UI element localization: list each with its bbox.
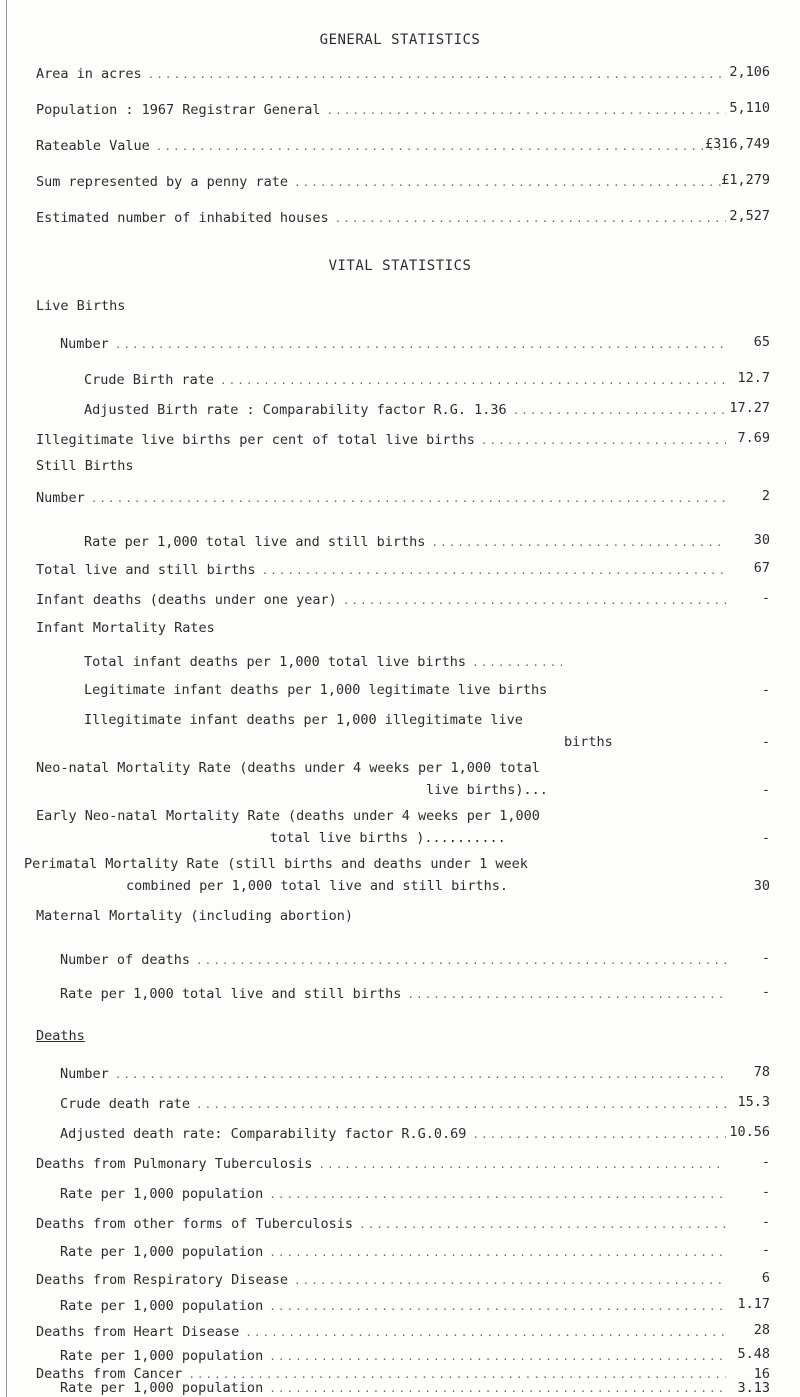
crude-birth-rate-row: Crude Birth rate ..... bbox=[84, 370, 726, 390]
pulmonary-tb-value: - bbox=[761, 1154, 770, 1170]
legitimate-infant-deaths-label: Legitimate infant deaths per 1,000 legitimate live births bbox=[84, 682, 548, 698]
infant-deaths-value: - bbox=[761, 590, 770, 606]
deaths-number-row: Number ..... bbox=[60, 1064, 726, 1084]
general-row-penny-rate: Sum represented by a penny rate ..... bbox=[36, 172, 726, 192]
general-row-population: Population : 1967 Registrar General ..... bbox=[36, 100, 726, 120]
general-row-area: Area in acres ..... bbox=[36, 64, 726, 84]
general-row-rateable: Rateable Value ..... bbox=[36, 136, 726, 156]
live-births-title: Live Births bbox=[36, 298, 126, 314]
early-neonatal-label: Early Neo-natal Mortality Rate (deaths under 4 weeks per 1,000 bbox=[36, 808, 540, 824]
cancer-rate-row: Rate per 1,000 population ..... bbox=[60, 1380, 726, 1397]
illegitimate-infant-deaths-label: Illegitimate infant deaths per 1,000 illegitimate live bbox=[84, 712, 523, 728]
perinatal-value: 30 bbox=[753, 878, 770, 894]
general-value-rateable: £316,749 bbox=[704, 136, 770, 152]
maternal-deaths-row: Number of deaths ..... bbox=[60, 950, 726, 970]
perinatal-label: Perimatal Mortality Rate (still births and deaths under 1 week bbox=[24, 856, 528, 872]
other-tb-rate-value: - bbox=[761, 1242, 770, 1258]
neonatal-value: - bbox=[761, 782, 770, 798]
other-tb-row: Deaths from other forms of Tuberculosis ..... bbox=[36, 1214, 726, 1234]
vital-statistics-heading: VITAL STATISTICS bbox=[328, 258, 472, 274]
crude-birth-rate-value: 12.7 bbox=[737, 370, 770, 386]
still-births-rate-row: Rate per 1,000 total live and still births ..... bbox=[84, 532, 726, 552]
respiratory-row: Deaths from Respiratory Disease ..... bbox=[36, 1270, 726, 1290]
early-neonatal-label-cont: total live births ).......... bbox=[270, 830, 506, 846]
pulmonary-tb-rate-value: - bbox=[761, 1184, 770, 1200]
total-live-still-row: Total live and still births ..... bbox=[36, 560, 726, 580]
still-births-title: Still Births bbox=[36, 458, 134, 474]
general-value-houses: 2,527 bbox=[729, 208, 770, 224]
total-infant-deaths-row: Total infant deaths per 1,000 total live births ..... bbox=[84, 652, 726, 672]
deaths-title: Deaths bbox=[36, 1028, 85, 1044]
illegitimate-infant-deaths-label-cont: births bbox=[564, 734, 613, 750]
respiratory-rate-value: 1.17 bbox=[737, 1296, 770, 1312]
legitimate-infant-deaths-value: - bbox=[761, 682, 770, 698]
infant-deaths-row: Infant deaths (deaths under one year) ..... bbox=[36, 590, 726, 610]
cancer-row: Deaths from Cancer ..... bbox=[36, 1366, 726, 1382]
respiratory-rate-row: Rate per 1,000 population ..... bbox=[60, 1296, 726, 1316]
general-value-population: 5,110 bbox=[729, 100, 770, 116]
adjusted-death-rate-value: 10.56 bbox=[729, 1124, 770, 1140]
still-births-rate-value: 30 bbox=[753, 532, 770, 548]
illegitimate-births-value: 7.69 bbox=[737, 430, 770, 446]
crude-death-rate-value: 15.3 bbox=[737, 1094, 770, 1110]
general-statistics-heading: GENERAL STATISTICS bbox=[319, 32, 481, 48]
infant-mortality-title: Infant Mortality Rates bbox=[36, 620, 215, 636]
neonatal-label: Neo-natal Mortality Rate (deaths under 4 weeks per 1,000 total bbox=[36, 760, 540, 776]
general-value-area: 2,106 bbox=[729, 64, 770, 80]
total-live-still-value: 67 bbox=[753, 560, 770, 576]
general-value-penny-rate: £1,279 bbox=[721, 172, 770, 188]
illegitimate-infant-deaths-value: - bbox=[761, 734, 770, 750]
maternal-rate-row: Rate per 1,000 total live and still births ..... bbox=[60, 984, 726, 1004]
heart-disease-rate-row: Rate per 1,000 population ..... bbox=[60, 1346, 726, 1366]
heart-disease-value: 28 bbox=[753, 1322, 770, 1338]
still-births-number-row: Number ..... bbox=[36, 488, 726, 508]
heart-disease-row: Deaths from Heart Disease ..... bbox=[36, 1322, 726, 1342]
adjusted-death-rate-row: Adjusted death rate: Comparability factor R.G.0.69 ..... bbox=[60, 1124, 726, 1144]
adjusted-birth-rate-row: Adjusted Birth rate : Comparability factor R.G. 1.36 ..... bbox=[84, 400, 726, 420]
maternal-deaths-value: - bbox=[761, 950, 770, 966]
general-row-houses: Estimated number of inhabited houses ..... bbox=[36, 208, 726, 228]
other-tb-rate-row: Rate per 1,000 population ..... bbox=[60, 1242, 726, 1262]
crude-death-rate-row: Crude death rate ..... bbox=[60, 1094, 726, 1114]
other-tb-value: - bbox=[761, 1214, 770, 1230]
still-births-number-value: 2 bbox=[761, 488, 770, 504]
deaths-number-value: 78 bbox=[753, 1064, 770, 1080]
live-births-number-value: 65 bbox=[753, 334, 770, 350]
heart-disease-rate-value: 5.48 bbox=[737, 1346, 770, 1362]
live-births-number-row: Number ..... bbox=[60, 334, 726, 354]
cancer-rate-value: 3.13 bbox=[737, 1380, 770, 1396]
cancer-value: 16 bbox=[753, 1366, 770, 1382]
margin-line bbox=[6, 0, 7, 1397]
respiratory-value: 6 bbox=[761, 1270, 770, 1286]
neonatal-label-cont: live births)... bbox=[426, 782, 548, 798]
perinatal-label-cont: combined per 1,000 total live and still births. bbox=[126, 878, 509, 894]
early-neonatal-value: - bbox=[761, 830, 770, 846]
adjusted-birth-rate-value: 17.27 bbox=[729, 400, 770, 416]
pulmonary-tb-rate-row: Rate per 1,000 population ..... bbox=[60, 1184, 726, 1204]
pulmonary-tb-row: Deaths from Pulmonary Tuberculosis ..... bbox=[36, 1154, 726, 1174]
maternal-rate-value: - bbox=[761, 984, 770, 1000]
illegitimate-births-row: Illegitimate live births per cent of total live births ..... bbox=[36, 430, 726, 450]
maternal-mortality-title: Maternal Mortality (including abortion) bbox=[36, 908, 353, 924]
